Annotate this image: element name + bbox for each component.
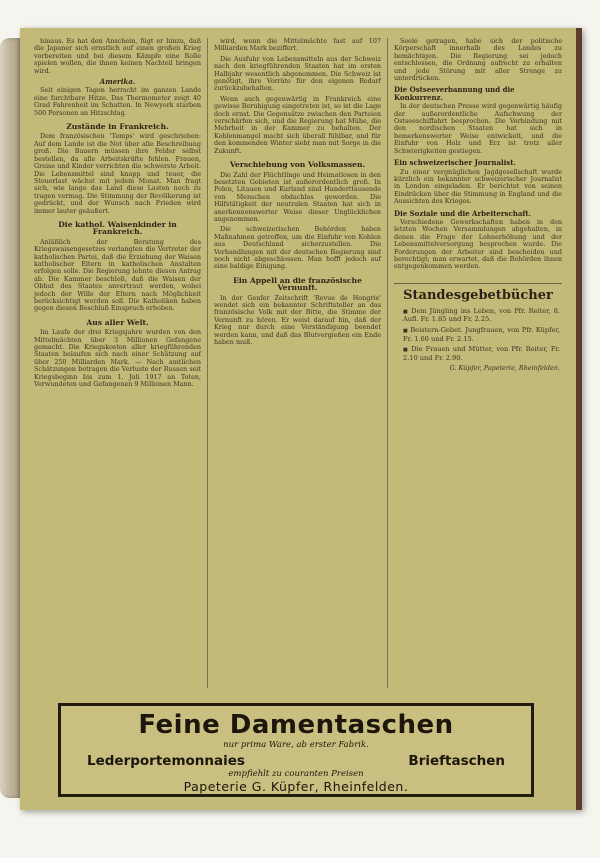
section-text-aus-aller-welt: Im Laufe der drei Kriegsjahre wurden von den Mittelmächten über 3 Millionen Gefangene gemacht. Die Kriegskosten aller kriegführenden Staaten belaufen sich nach einer Schätzung auf über 250 Milliarden Mark. — Nach amtlichen Schätzungen betragen die Verluste der Russen seit Kriegsbeginn bis zum 1. Juli 1917 an Toten, Verwundeten und Gefangenen 9 Millionen Mann.: [34, 328, 201, 389]
section-heading-arbeiterschaft: Die Soziale und die Arbeiterschaft.: [394, 208, 532, 218]
section-text-frankreich-lage: Wenn auch gegenwärtig in Frankreich eine gewisse Beruhigung eingetreten ist, so ist die Lage doch ernst. Die Gegensätze zwischen den Parteien verschärfen sich, und die Regierung hat Mühe, die Mehrheit in der Kammer zu behalten. Der Kohlenmangel macht sich überall fühlbar, und für den kommenden Winter sieht man mit Sorge in die Zukunft.: [214, 94, 381, 155]
column-right-top-text: Seele getragen, habe sich der politische Körperschaft innerhalb des Landes zu bemächtigen. Die Regierung sei jedoch entschlossen, die Ordnung aufrecht zu erhalten und jede Störung mit aller Strenge zu unterdrücken.: [394, 38, 562, 83]
section-heading-aus-aller-welt: Aus aller Welt.: [86, 317, 149, 327]
ad-company: Papeterie G. Küpfer, Rheinfelden.: [183, 779, 409, 794]
section-heading-amerika: Amerika.: [99, 77, 136, 87]
standesgebetbuecher-ad: [394, 283, 562, 377]
column-middle: [208, 38, 388, 688]
standesgebetbuecher-list: [396, 308, 560, 363]
column-left: [28, 38, 208, 688]
column-right: [388, 38, 568, 688]
book-spine-edge: [0, 38, 22, 798]
list-item: ■ Die Frauen und Mütter, von Pfr. Reiter, Fr. 2.10 und Fr. 2.90.: [403, 346, 560, 362]
section-heading-journalist: Ein schweizerischer Journalist.: [394, 158, 516, 168]
section-text-waisenkinder: Anläßlich der Beratung des Kriegswaisengesetzes verlangten die Vertreter der katholischen Partei, daß die Erziehung der Waisen katholischer Eltern in katholischen Anstalten erfolgen solle. Die Regierung lehnte diesen Antrag ab. Die Kammer beschloß, daß die Waisen der Obhut des Staates anvertraut werden, wobei jedoch der Wille der Eltern nach Möglichkeit berücksichtigt werden soll. Die Katholiken haben gegen diesen Beschluß Einspruch erhoben.: [34, 237, 201, 313]
section-text-schweiz: Die Ausfuhr von Lebensmitteln aus der Schweiz nach den kriegführenden Staaten hat im ersten Halbjahr wesentlich abgenommen. Die Schweiz ist genötigt, ihre Vorräte für den eigenen Bedarf zurückzubehalten.: [214, 54, 381, 93]
section-heading-ostsee: Die Ostseeverbannung und die Konkurrenz.: [394, 85, 515, 102]
section-text-ostsee: In der deutschen Presse wird gegenwärtig häufig der außerordentliche Aufschwung der Ostseeschiffahrt besprochen. Die Verbindung mit den nordischen Staaten hat sich in bemerkenswerter Weise entwickelt, und die Einfuhr von Holz und Erz ist trotz aller Schwierigkeiten gestiegen.: [394, 102, 562, 155]
list-item: ■ Dem Jüngling ins Leben, von Pfr. Reiter, 8. Aufl. Fr. 1.85 und Fr. 2.25.: [403, 308, 560, 324]
list-item: ■ Beistern-Gebet. Jungfrauen, von Pfr. Küpfer, Fr. 1.60 und Fr. 2.15.: [403, 327, 560, 343]
section-text-appell: In der Genfer Zeitschrift 'Revue de Hongrie' wendet sich ein bekannter Schriftsteller an das französische Volk mit der Bitte, die Stimme der Vernunft zu hören. Er weist darauf hin, daß der Krieg nur durch eine Verständigung beendet werden kann, und daß das Blutvergießen ein Ende haben muß.: [214, 293, 381, 347]
newspaper-page: [20, 28, 582, 810]
column-middle-top-text: wird, wenn die Mittelmächte fast auf 107 Milliarden Mark beziffert.: [214, 38, 381, 53]
text-columns: [28, 38, 568, 688]
column-left-top-text: hinaus. Es hat den Anschein, fügt er hinzu, daß die Japaner sich ernstlich auf einen großen Krieg vorbereiten und bei diesem Kämpfe eine Rolle spielen wollen, die ihnen keinen Nachteil bringen wird.: [34, 38, 201, 75]
ad-recommend: empfiehlt zu couranten Preisen: [228, 769, 364, 779]
ad-items-row: [61, 753, 531, 769]
section-heading-appell: Ein Appell an die französische Vernunft.: [233, 275, 362, 293]
ad-left-item: Lederportemonnaies: [87, 753, 245, 769]
ad-title: Feine Damentaschen: [138, 710, 454, 740]
section-text-amerika: Seit einigen Tagen herrscht im ganzen Lande eine furchtbare Hitze. Das Thermometer zeigt 40 Grad Fahrenheit im Schatten. In Newyork starben 500 Personen an Hitzschlag.: [34, 86, 201, 117]
ad-right-item: Brieftaschen: [408, 753, 505, 769]
section-heading-zustaende: Zustände in Frankreich.: [66, 122, 169, 132]
section-heading-volksmassen: Verschiebung von Volksmassen.: [229, 160, 366, 170]
standesgebetbuecher-title: Standesgebetbücher: [403, 287, 553, 303]
section-text-journalist: Zu einer vergnüglichen Jagdgesellschaft wurde kürzlich ein bekannter schweizerischer Journalist in London eingeladen. Er berichtet von seinen Eindrücken über die Stimmung in England und die Aussichten des Krieges.: [394, 167, 562, 206]
section-heading-waisenkinder: Die kathol. Waisenkinder in Frankreich.: [58, 219, 177, 237]
damentaschen-advertisement: [58, 703, 534, 797]
standesgebetbuecher-sign: G. Küpfer, Papeterie, Rheinfelden.: [449, 364, 560, 373]
section-text-arbeiterschaft: Verschiedene Gewerkschaften haben in den letzten Wochen Versammlungen abgehalten, in denen die Frage der Lohnerhöhung und der Lebensmittelversorgung besprochen wurde. Die Forderungen der Arbeiter sind bescheiden und berechtigt; man erwartet, daß die Behörden ihnen entgegenkommen werden.: [394, 217, 562, 271]
ad-subtitle: nur prima Ware, ab erster Fabrik.: [223, 740, 369, 750]
section-text-kohlen: Die schweizerischen Behörden haben Maßnahmen getroffen, um die Einfuhr von Kohlen aus Deutschland sicherzustellen. Die Verhandlungen mit der deutschen Regierung sind noch nicht abgeschlossen. Man hofft jedoch auf eine baldige Einigung.: [214, 225, 381, 271]
section-text-volksmassen: Die Zahl der Flüchtlinge und Heimatlosen in den besetzten Gebieten ist außerordentlich groß. In Polen, Litauen und Kurland sind Hunderttausende von Menschen obdachlos geworden. Die Hilfstätigkeit der neutralen Staaten hat sich in anerkennenswerter Weise dieser Unglücklichen angenommen.: [214, 170, 381, 223]
section-text-zustaende: Dem französischen 'Temps' wird geschrieben: Auf dem Lande ist die Not über alle Beschreibung groß. Die Bauern müssen ihre Felder selbst bestellen, da alle Arbeitskräfte fehlen. Frauen, Greise und Kinder verrichten die schwerste Arbeit. Die Lebensmittel sind knapp und teuer, die Steuerlast wächst mit jedem Monat. Man fragt sich, wie lange das Land diese Lasten noch zu tragen vermag. Die Stimmung der Bevölkerung ist gedrückt, und der Wunsch nach Frieden wird immer lauter geäußert.: [34, 132, 201, 215]
